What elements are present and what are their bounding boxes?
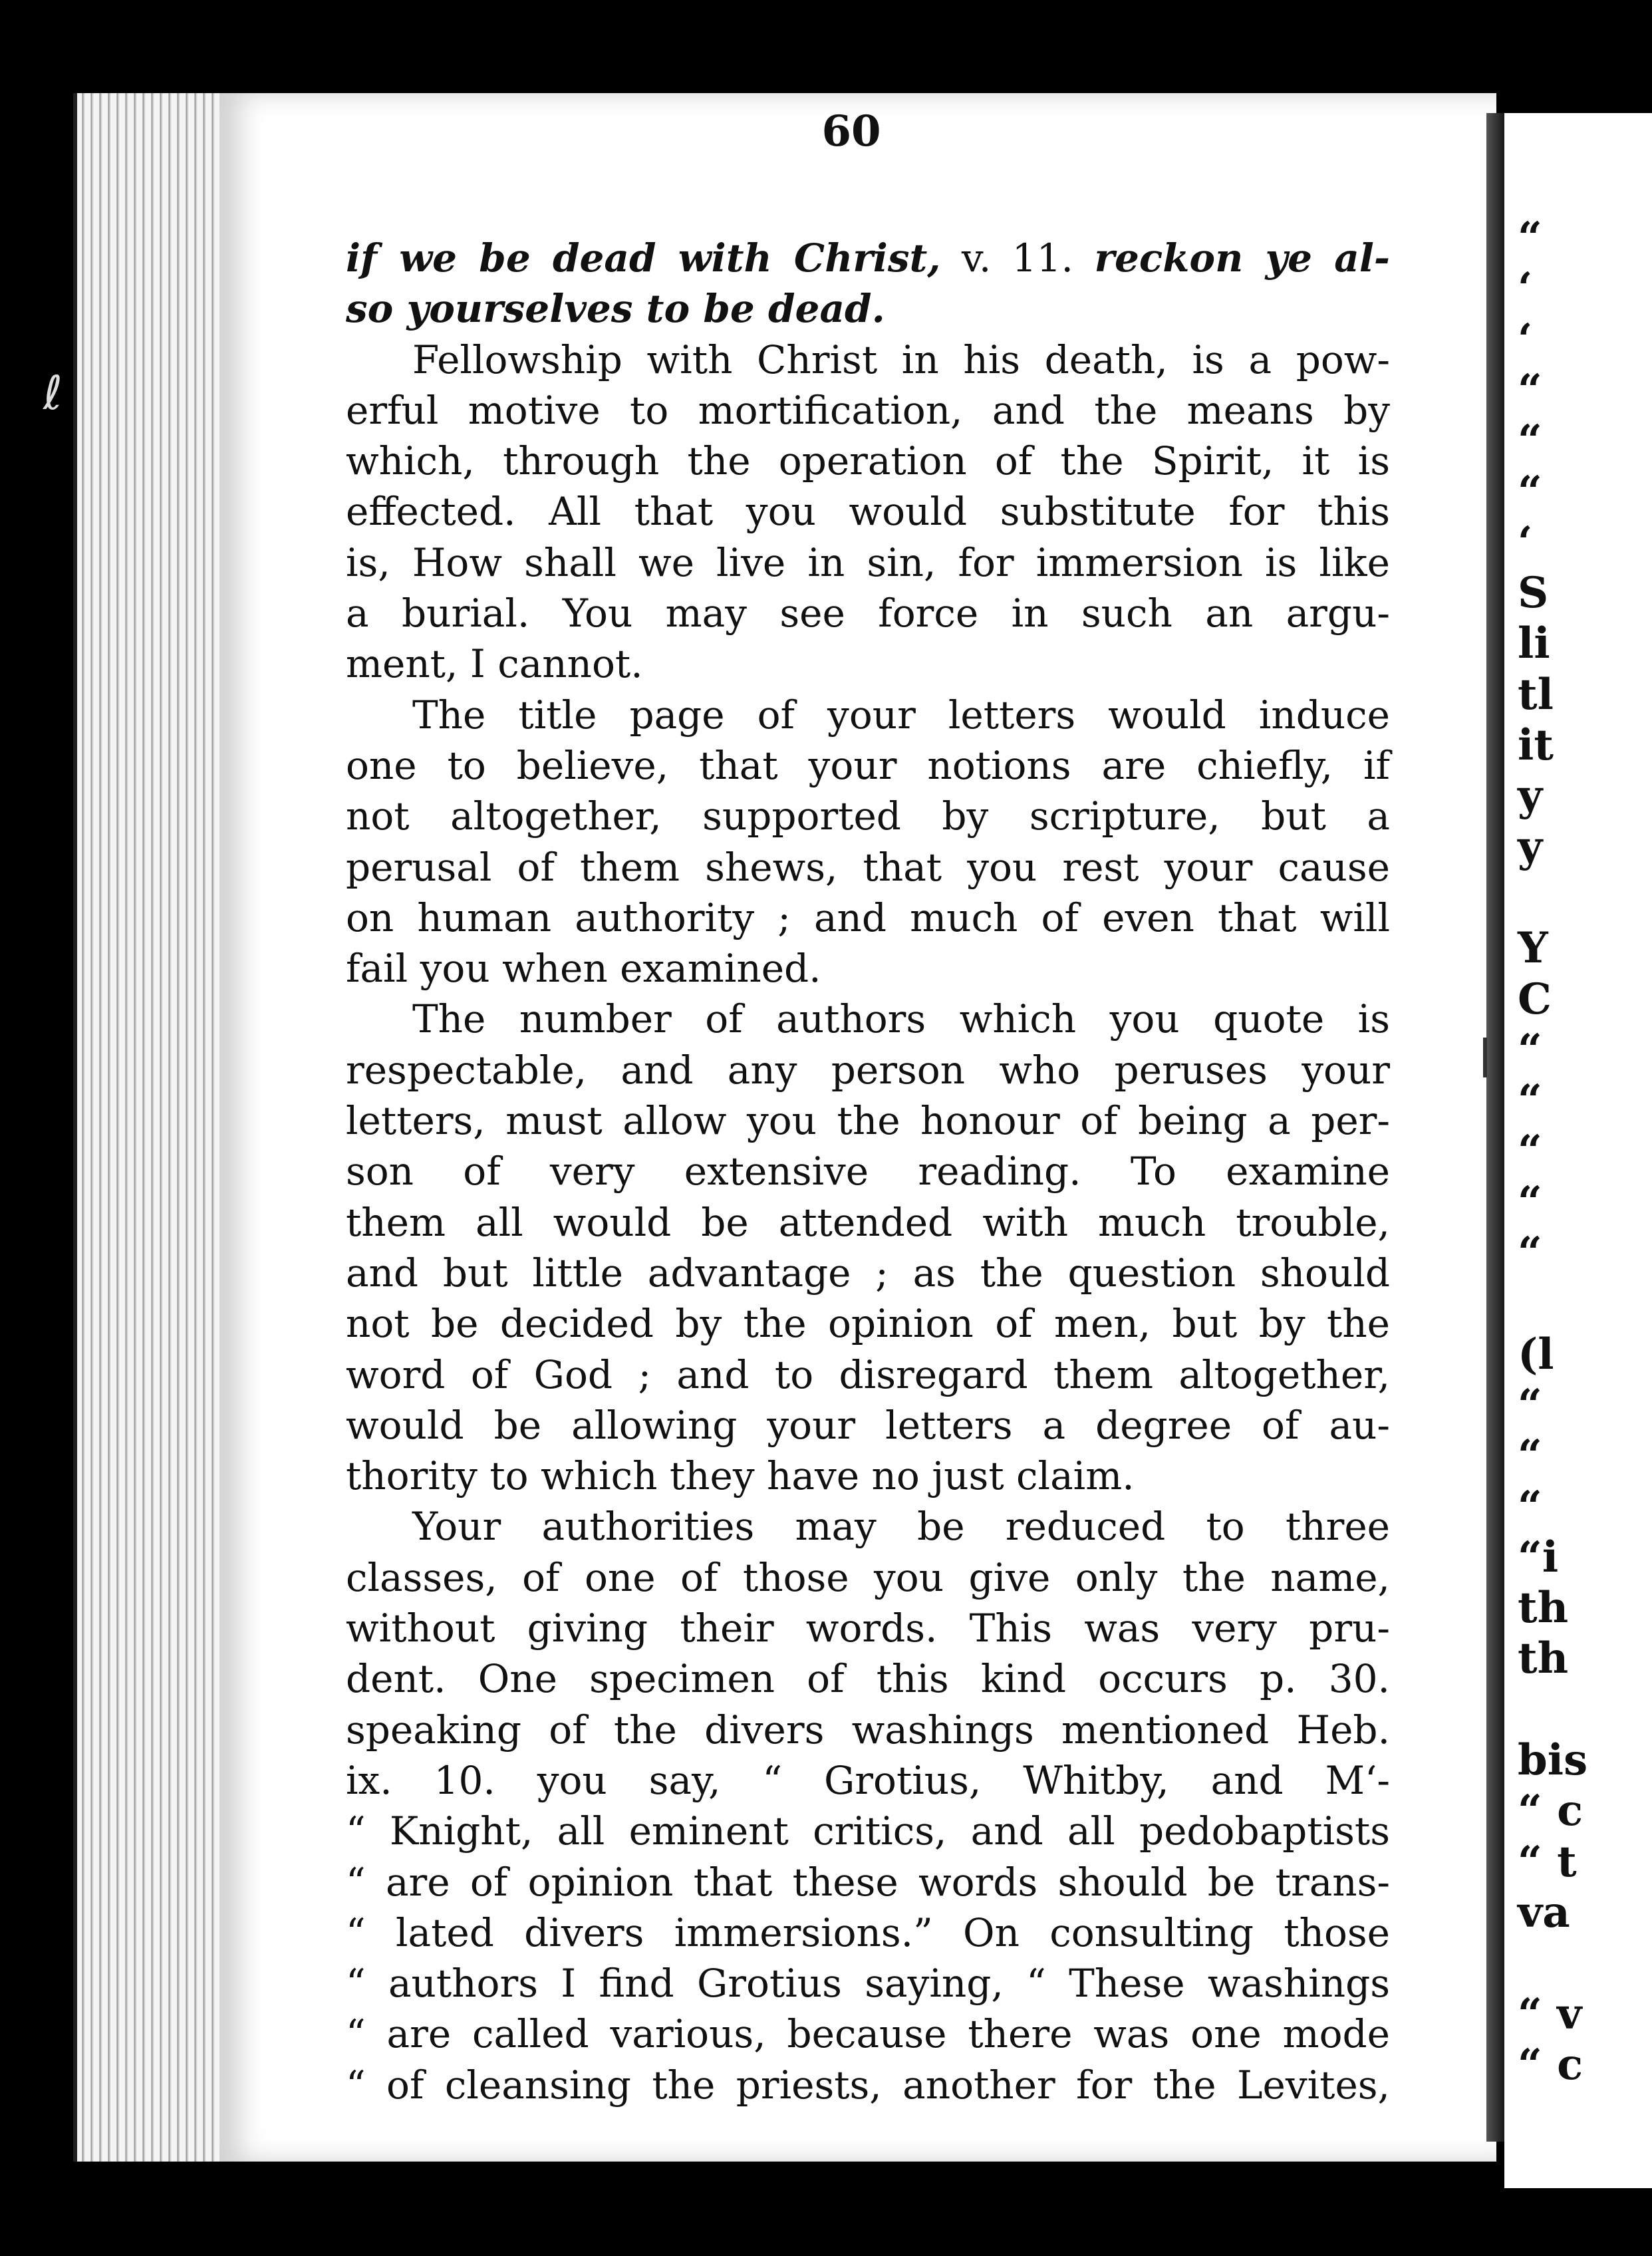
facing-page-fragment: “ [1518, 1228, 1542, 1278]
text-line [346, 1806, 1390, 1856]
text-line [346, 893, 1390, 943]
text-line [346, 1907, 1390, 1958]
text-run: without giving their words. This was very pru- [346, 1606, 1390, 1651]
text-line [346, 233, 1390, 283]
text-line [346, 537, 1390, 588]
text-line [346, 1857, 1390, 1907]
text-line [346, 791, 1390, 841]
text-run: letters, must allow you the honour of being a per- [346, 1098, 1390, 1144]
text-line [346, 1197, 1390, 1248]
page-number: 60 [821, 106, 881, 156]
text-line [346, 740, 1390, 791]
text-line [346, 1552, 1390, 1603]
text-run: so yourselves to be dead. [346, 286, 885, 332]
facing-page-fragment: “i [1518, 1532, 1559, 1582]
text-run: erful motive to mortification, and the means by [346, 387, 1390, 433]
facing-page-fragment: S [1518, 568, 1549, 619]
text-run: if we be dead with Christ, [346, 235, 941, 281]
text-run: respectable, and any person who peruses your [346, 1047, 1390, 1093]
margin-pencil-mark: ℓ [43, 366, 63, 420]
facing-page-fragment: “ c [1518, 2039, 1583, 2090]
book-gutter [1486, 113, 1506, 2142]
gutter-mark [1483, 1038, 1487, 1077]
text-run: “ lated divers immersions.” On consulting those [346, 1909, 1390, 1955]
facing-page-fragment: “ [1518, 1177, 1542, 1227]
text-run: and but little advantage ; as the question should [346, 1250, 1390, 1296]
text-run: The title page of your letters would induce [412, 692, 1390, 738]
text-run: “ are of opinion that these words should be trans- [346, 1859, 1390, 1905]
text-run: fail you when examined. [346, 946, 821, 992]
text-run: is, How shall we live in sin, for immersion is like [346, 539, 1390, 585]
page-edges [73, 93, 230, 2162]
text-line [346, 1298, 1390, 1349]
text-run: perusal of them shews, that you rest your cause [346, 844, 1390, 890]
facing-page-fragment: “ [1518, 364, 1542, 415]
text-line [346, 1501, 1390, 1552]
facing-page-fragment: ‘ [1518, 263, 1533, 314]
text-run: “ authors I find Grotius saying, “ These washings [346, 1961, 1390, 2007]
text-line [346, 1095, 1390, 1146]
text-line [346, 1958, 1390, 2009]
facing-page-fragment: “ [1518, 1431, 1542, 1481]
text-run: “ Knight, all eminent critics, and all pedobaptists [346, 1808, 1390, 1854]
text-run: a burial. You may see force in such an argu- [346, 591, 1390, 636]
text-line [346, 385, 1390, 436]
text-run: ix. 10. you say, “ Grotius, Whitby, and M‘- [346, 1757, 1390, 1803]
text-line [346, 1653, 1390, 1704]
facing-page-fragment: th [1518, 1583, 1569, 1633]
facing-page-fragment: “ t [1518, 1836, 1577, 1887]
text-run: dent. One specimen of this kind occurs p. 30. [346, 1656, 1390, 1702]
text-line [346, 486, 1390, 537]
text-line [346, 2060, 1390, 2110]
facing-page-fragment: va [1518, 1887, 1570, 1937]
text-run: son of very extensive reading. To examine [346, 1149, 1390, 1195]
text-line [346, 1400, 1390, 1451]
text-line [346, 1705, 1390, 1755]
text-line [346, 1146, 1390, 1197]
facing-page-fragment: “ [1518, 1024, 1542, 1075]
facing-page-fragment: ‘ [1518, 517, 1533, 567]
text-run: effected. All that you would substitute for this [346, 489, 1390, 535]
facing-page-fragment: Y [1518, 923, 1548, 974]
text-run: The number of authors which you quote is [412, 996, 1390, 1042]
text-run: Your authorities may be reduced to three [412, 1504, 1390, 1550]
facing-page-fragment: th [1518, 1633, 1569, 1684]
text-run: classes, of one of those you give only the name, [346, 1554, 1390, 1600]
facing-page-fragment: y [1518, 821, 1543, 872]
text-line [346, 335, 1390, 385]
facing-page-fragment: “ v [1518, 1989, 1582, 2039]
text-line [346, 283, 1390, 334]
text-run: would be allowing your letters a degree of au- [346, 1402, 1390, 1448]
facing-page-fragment: “ [1518, 213, 1542, 263]
facing-page-fragment: (l [1518, 1329, 1554, 1379]
text-line [346, 1603, 1390, 1653]
text-run: which, through the operation of the Spirit, it is [346, 438, 1390, 484]
facing-page-fragment: “ [1518, 466, 1542, 517]
text-run: on human authority ; and much of even that will [346, 895, 1390, 940]
facing-page-fragment: “ [1518, 1379, 1542, 1430]
facing-page-fragment: “ [1518, 416, 1542, 466]
facing-page [1504, 113, 1652, 2188]
text-run: word of God ; and to disregard them altogether, [346, 1351, 1390, 1397]
text-line [346, 638, 1390, 689]
text-run: reckon ye al- [1094, 235, 1390, 281]
text-run: “ of cleansing the priests, another for the Levites, [346, 2062, 1390, 2108]
facing-page-fragment: bis [1518, 1735, 1588, 1785]
text-run: not altogether, supported by scripture, but a [346, 793, 1390, 839]
text-line [346, 690, 1390, 740]
text-run: them all would be attended with much trouble, [346, 1199, 1390, 1245]
text-run: “ are called various, because there was one mode [346, 2011, 1390, 2057]
facing-page-fragment: “ [1518, 1075, 1542, 1126]
text-line [346, 1045, 1390, 1095]
text-line [346, 2009, 1390, 2059]
text-line [346, 1248, 1390, 1298]
text-line [346, 588, 1390, 638]
facing-page-fragment: ‘ [1518, 314, 1533, 364]
text-line [346, 1349, 1390, 1400]
facing-page-fragment: it [1518, 720, 1554, 770]
text-run: one to believe, that your notions are chiefly, if [346, 742, 1390, 788]
text-line [346, 994, 1390, 1044]
facing-page-fragment: “ c [1518, 1786, 1583, 1836]
text-run: speaking of the divers washings mentioned Heb. [346, 1707, 1390, 1753]
facing-page-fragment: C [1518, 974, 1552, 1024]
text-run: ment, I cannot. [346, 641, 643, 687]
text-run: Fellowship with Christ in his death, is a pow- [412, 337, 1390, 382]
text-line [346, 1451, 1390, 1501]
text-run: v. 11. [940, 235, 1095, 281]
text-line [346, 943, 1390, 994]
facing-page-fragment: “ [1518, 1481, 1542, 1532]
facing-page-fragment: “ [1518, 1126, 1542, 1177]
text-line [346, 842, 1390, 893]
text-line [346, 436, 1390, 486]
text-run: not be decided by the opinion of men, but by the [346, 1301, 1390, 1347]
facing-page-fragment: y [1518, 771, 1543, 821]
facing-page-fragment: tl [1518, 669, 1554, 720]
text-line [346, 1755, 1390, 1806]
facing-page-fragment: li [1518, 619, 1550, 669]
text-run: thority to which they have no just claim. [346, 1453, 1135, 1499]
body-text [346, 233, 1390, 2110]
